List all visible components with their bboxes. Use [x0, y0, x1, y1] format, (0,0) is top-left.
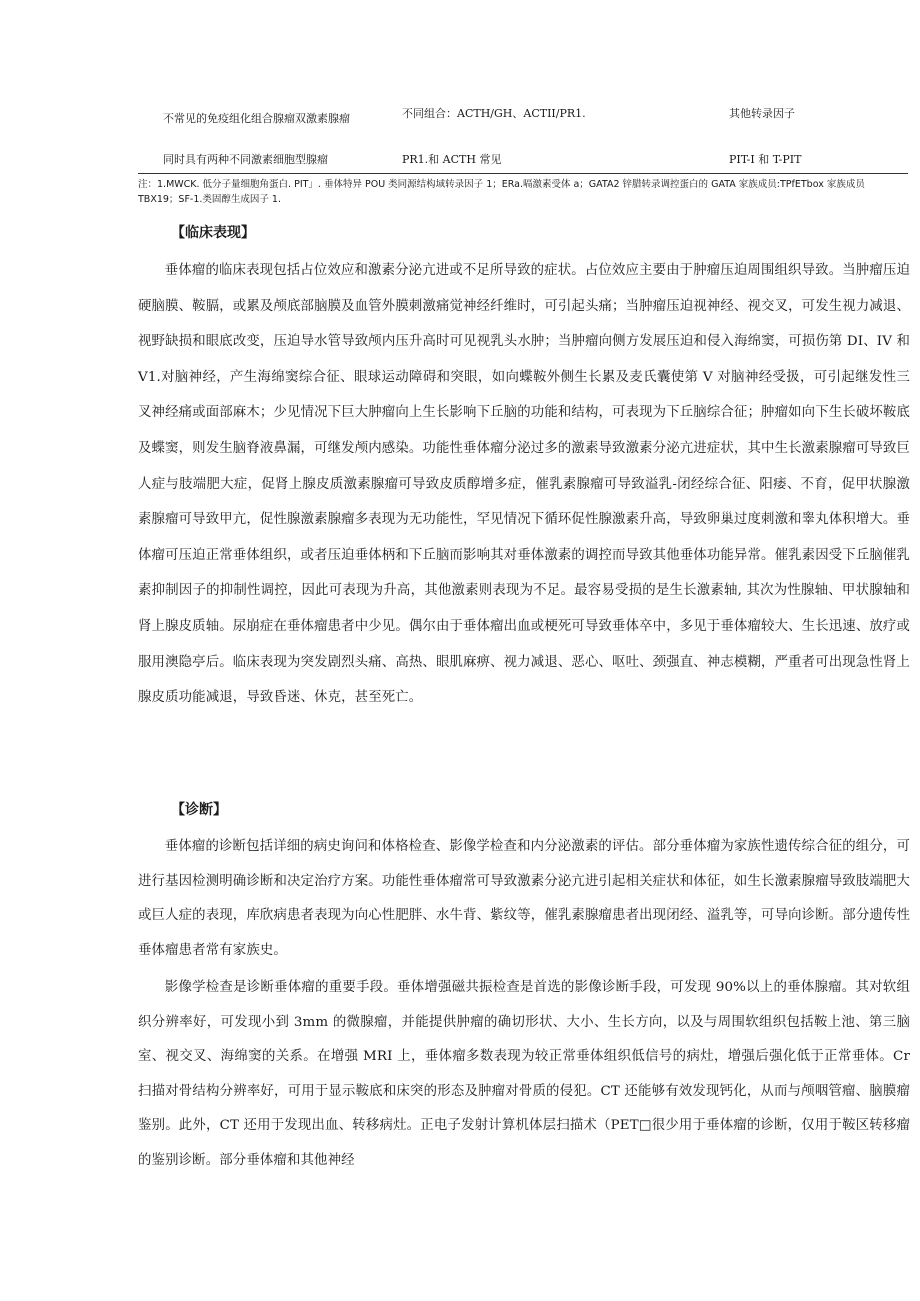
table-cell-type: 不常见的免疫组化组合腺瘤双激素腺瘤 [163, 112, 350, 125]
diagnosis-paragraph-2: 影像学检查是诊断垂体瘤的重要手段。垂体增强磁共振检查是首选的影像诊断手段，可发现 90%以上的垂体腺瘤。其对软组织分辨率好，可发现小到 3mm 的微腺瘤，并能提供肿瘤的确切形状、大小、生长方向，以及与周围软组织包括鞍上池、第三脑室、视交叉、海绵窦的关系。在增强 MRI 上，垂体瘤多数表现为较正常垂体组织低信号的病灶，增强后强化低于正常垂体。Cr 扫描对骨结构分辨率好，可用于显示鞍底和床突的形态及肿瘤对骨质的侵犯。CT 还能够有效发现钙化，从而与颅咽管瘤、脑膜瘤鉴别。此外，CT 还用于发现出血、转移病灶。正电子发射计算机体层扫描术（PET□很少用于垂体瘤的诊断，仅用于鞍区转移瘤的鉴别诊断。部分垂体瘤和其他神经 [138, 980, 910, 1168]
clinical-paragraph: 垂体瘤的临床表现包括占位效应和激素分泌亢进或不足所导致的症状。占位效应主要由于肿瘤压迫周围组织导致。当肿瘤压迫硬脑膜、鞍膈，或累及颅底部脑膜及血管外膜刺激痛觉神经纤维时，可引起头痛；当肿瘤压迫视神经、视交叉，可发生视力减退、视野缺损和眼底改变，压迫导水管导致颅内压升高时可见视乳头水肿；当肿瘤向侧方发展压迫和侵入海绵窦，可损伤第 DI、IV 和 V1.对脑神经，产生海绵窦综合征、眼球运动障碍和突眼，如向蝶鞍外侧生长累及麦氏囊使第 V 对脑神经受扱，可引起继发性三叉神经痛或面部麻木；少见情况下巨大肿瘤向上生长影响下丘脑的功能和结构，可表现为下丘脑综合征；肿瘤如向下生长破坏鞍底及蝶窦，则发生脑脊液鼻漏，可继发颅内感染。功能性垂体瘤分泌过多的激素导致激素分泌亢进症状，其中生长激素腺瘤可导致巨人症与肢端肥大症，促肾上腺皮质激素腺瘤可导致皮质醇增多症，催乳素腺瘤可导致溢乳-闭经综合征、阳痿、不育，促甲状腺激素腺瘤可导致甲亢，促性腺激素腺瘤多表现为无功能性，罕见情况下循环促性腺激素升高，导致卵巢过度刺激和睾丸体积增大。垂体瘤可压迫正常垂体组织，或者压迫垂体柄和下丘脑而影响其对垂体激素的调控而导致其他垂体功能异常。催乳素因受下丘脑催乳素抑制因子的抑制性调控，因此可表现为升高，其他激素则表现为不足。最容易受损的是生长激素轴, 其次为性腺轴、甲状腺轴和肾上腺皮质轴。尿崩症在垂体瘤患者中少见。偶尔由于垂体瘤出血或梗死可导致垂体卒中，多见于垂体瘤较大、生长迅速、放疗或服用澳隐亭后。临床表现为突发剧烈头痛、高热、眼肌麻痹、视力减退、恶心、呕吐、颈强直、神志模糊，严重者可出现急性肾上腺皮质功能减退，导致昏迷、休克，甚至死亡。 [138, 263, 910, 706]
table-footnote: 注：1.MWCK. 低分子量细胞角蛋白. PIT」. 垂体特异 POU 类同源结构域转录因子 1；ERa.嗝激素受体 a；GATA2 锌腊转录调控蛋白的 GATA 家族成员:TPfETbox 家族成员 TBX19；SF-1.类固醇生成因子 1. [138, 179, 865, 205]
table-bottom-rule [138, 173, 908, 174]
table-cell-factor: PIT-I 和 T-PIT [729, 153, 802, 166]
table-cell-combination: PR1.和 ACTH 常见 [402, 153, 502, 166]
table-cell-type: 同时具有两种不同激素细胞型腺瘤 [163, 153, 328, 166]
diagnosis-paragraph-1: 垂体瘤的诊断包括详细的病史询问和体格检查、影像学检查和内分泌激素的评估。部分垂体瘤为家族性遗传综合征的组分，可进行基因检测明确诊断和决定治疗方案。功能性垂体瘤常可导致激素分泌亢进引起相关症状和体征，如生长激素腺瘤导致肢端肥大或巨人症的表现，库欣病患者表现为向心性肥胖、水牛背、紫纹等，催乳素腺瘤患者出现闭经、溢乳等，可导向诊断。部分遗传性垂体瘤患者常有家族史。 [138, 839, 910, 958]
table-cell-combination: 不同组合：ACTH/GH、ACTII/PR1. [402, 107, 586, 120]
section-heading-diagnosis: 【诊断】 [171, 802, 227, 818]
table-cell-factor: 其他转录因子 [729, 107, 795, 120]
section-heading-clinical: 【临床表现】 [171, 225, 255, 241]
